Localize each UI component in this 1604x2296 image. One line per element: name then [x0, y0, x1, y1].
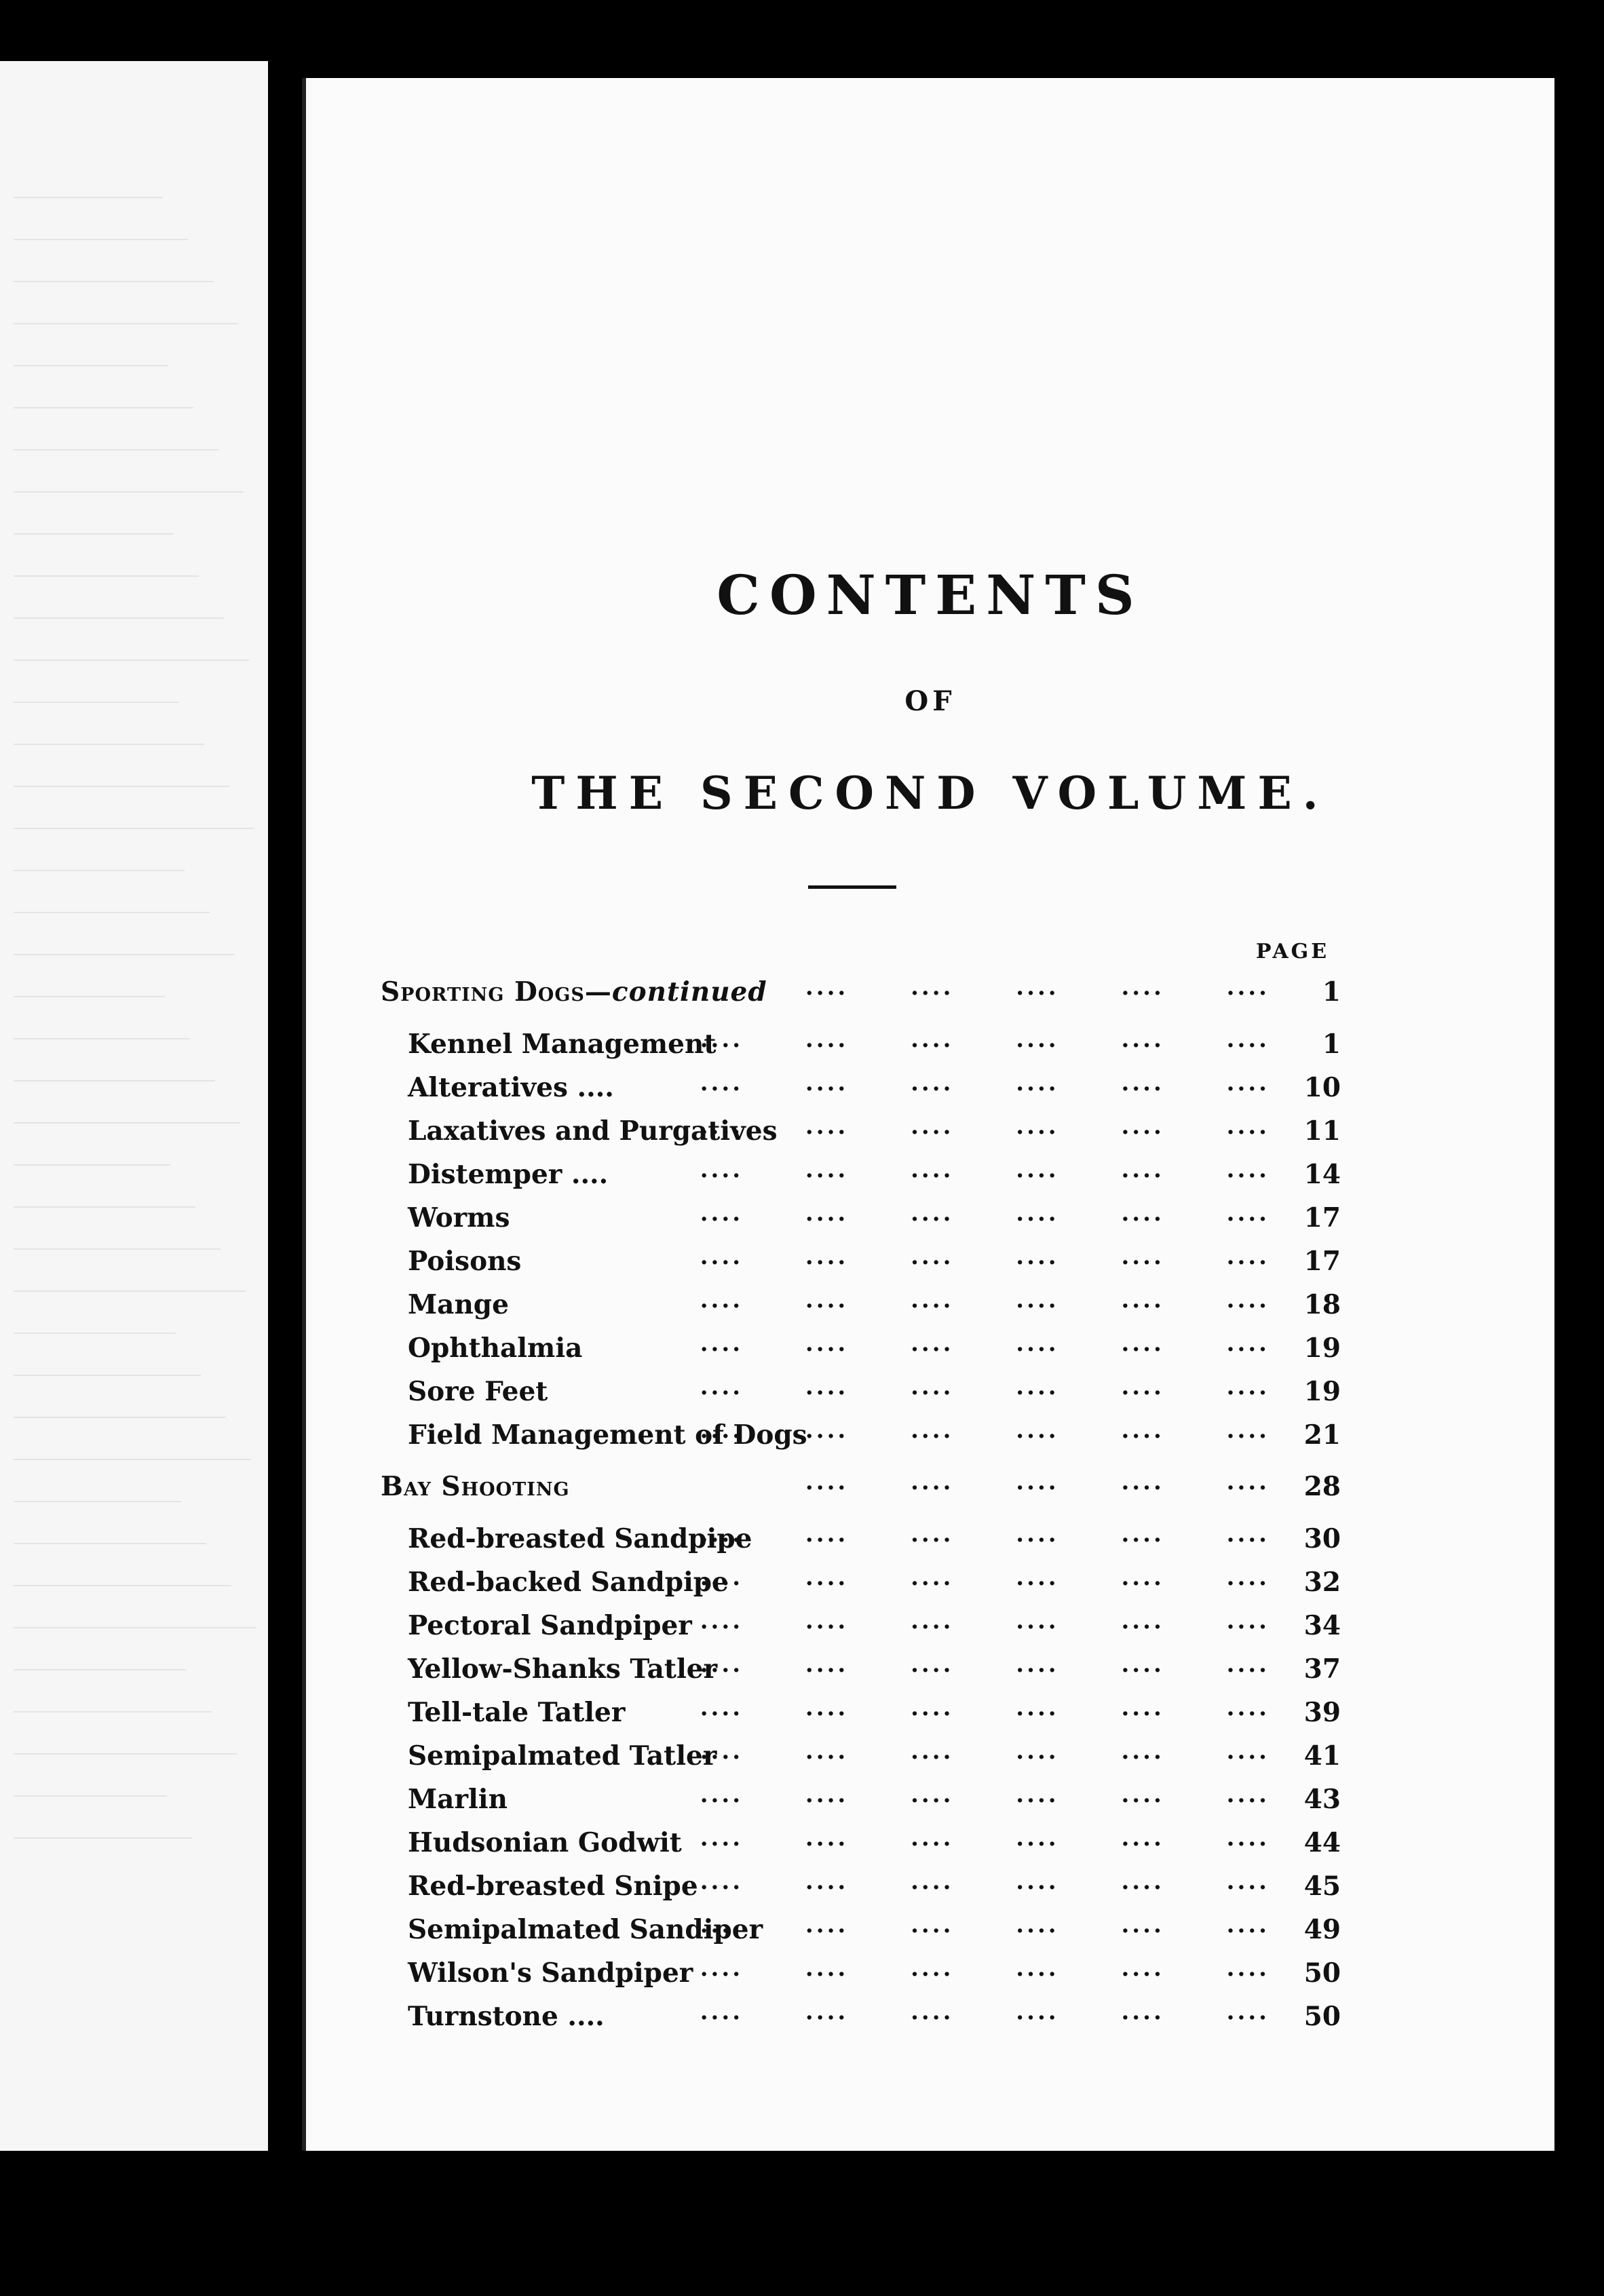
toc-entry-label: [408, 1072, 614, 1103]
toc-entry-label: [408, 1827, 682, 1858]
bleed-through-line: [14, 491, 244, 493]
dot-leader: .... .... .... .... .... ....: [700, 1286, 1269, 1314]
toc-row: [381, 1774, 1364, 1818]
bleed-through-line: [14, 996, 165, 997]
dot-leader: .... .... .... .... .... ....: [700, 1651, 1269, 1678]
toc-entry-label: [408, 1333, 582, 1364]
toc-entry-suffix: continued: [611, 976, 767, 1008]
toc-entry-label: [408, 1159, 608, 1190]
bleed-through-line: [14, 1375, 201, 1376]
toc-page-number: 37: [1303, 1653, 1341, 1685]
toc-row: [381, 1991, 1364, 2035]
dot-leader: .... .... .... .... .... ....: [700, 1694, 1269, 1721]
toc-row: [381, 1366, 1364, 1410]
bleed-through-line: [14, 1627, 256, 1628]
toc-entry-label: [408, 1289, 509, 1320]
toc-row: [381, 1514, 1364, 1557]
bleed-through-line: [14, 1795, 167, 1797]
toc-row: [381, 1461, 1364, 1514]
toc-row: [381, 1149, 1364, 1193]
dot-leader: .... .... .... .... .... ....: [700, 1868, 1269, 1895]
bleed-through-line: [14, 1837, 192, 1839]
toc-page-number: 17: [1303, 1202, 1341, 1233]
toc-entry-text: Semipalmated Tatler: [408, 1740, 717, 1772]
dot-leader: .... .... .... .... .... ....: [700, 1113, 1269, 1140]
toc-page-number: 10: [1303, 1072, 1341, 1103]
toc-page-number: 32: [1303, 1567, 1341, 1598]
volume-title: THE SECOND VOLUME.: [531, 767, 1329, 820]
toc-entry-text: Hudsonian Godwit: [408, 1827, 682, 1858]
bleed-through-line: [14, 281, 213, 282]
toc-entry-text: Marlin: [408, 1784, 508, 1815]
toc-entry-text: Bay Shooting: [381, 1471, 570, 1502]
bleed-through-line: [14, 617, 224, 619]
toc-row: [381, 1410, 1364, 1453]
toc-entry-text: Tell-tale Tatler: [408, 1697, 626, 1728]
toc-row: [381, 1601, 1364, 1644]
toc-page-number: 11: [1303, 1115, 1341, 1147]
bleed-through-line: [14, 912, 210, 913]
toc-row: [381, 1063, 1364, 1106]
toc-entry-label: [408, 1740, 717, 1772]
toc-row: [381, 1948, 1364, 1991]
bleed-through-line: [14, 365, 168, 366]
toc-page-number: 21: [1303, 1419, 1341, 1451]
bleed-through-line: [14, 1585, 231, 1586]
bleed-through-line: [14, 954, 235, 955]
toc-entry-label: [408, 1029, 716, 1060]
toc-entry-text: Field Management of Dogs: [408, 1419, 807, 1451]
bleed-through-line: [14, 533, 174, 535]
toc-row: [381, 1193, 1364, 1236]
dot-leader: .... .... .... .... .... ....: [700, 1998, 1269, 2025]
toc-page-number: 50: [1303, 1957, 1341, 1989]
toc-entry-label: [408, 1202, 510, 1233]
toc-row: [381, 1280, 1364, 1323]
bleed-through-line: [14, 407, 193, 408]
toc-page-number: 18: [1303, 1289, 1341, 1320]
bleed-through-line: [14, 1753, 237, 1755]
toc-entry-label: [408, 1784, 508, 1815]
bleed-through-line: [14, 1290, 246, 1292]
dot-leader: .... .... .... .... .... ....: [700, 1200, 1269, 1227]
toc-row: [381, 1557, 1364, 1601]
dot-leader: .... .... .... .... ....: [805, 1468, 1269, 1495]
bleed-through-line: [14, 786, 229, 787]
dot-leader: .... .... .... .... ....: [805, 974, 1269, 1001]
toc-entry-text: Red-backed Sandpipe: [408, 1567, 729, 1598]
toc-entry-label: [381, 976, 767, 1008]
toc-row: [381, 1818, 1364, 1861]
dot-leader: .... .... .... .... .... ....: [700, 1564, 1269, 1591]
toc-page-number: 1: [1322, 976, 1341, 1008]
toc-entry-text: Sporting Dogs—: [381, 976, 612, 1008]
toc-page-number: 39: [1303, 1697, 1341, 1728]
bleed-through-line: [14, 1248, 221, 1250]
toc-entry-text: Poisons: [408, 1246, 522, 1277]
toc-page-number: 14: [1303, 1159, 1341, 1190]
toc-page-number: 50: [1303, 2001, 1341, 2032]
toc-row: [381, 1106, 1364, 1149]
toc-entry-text: Semipalmated Sandiper: [408, 1914, 763, 1945]
toc-row: [381, 1731, 1364, 1774]
bleed-through-line: [14, 323, 238, 324]
bleed-through-line: [14, 575, 199, 577]
page-title: CONTENTS: [717, 563, 1144, 627]
bleed-through-line: [14, 702, 179, 703]
bleed-through-line: [14, 1333, 176, 1334]
toc-row: [381, 1905, 1364, 1948]
dot-leader: .... .... .... .... .... ....: [700, 1156, 1269, 1183]
dot-leader: .... .... .... .... .... ....: [700, 1607, 1269, 1634]
bleed-through-line: [14, 659, 249, 661]
dot-leader: .... .... .... .... .... ....: [700, 1781, 1269, 1808]
title-rule: [808, 885, 896, 889]
toc-entry-text: Alteratives ....: [408, 1072, 614, 1103]
toc-page-number: 34: [1303, 1610, 1341, 1641]
bleed-through-line: [14, 744, 204, 745]
toc-row: [381, 967, 1364, 1019]
dot-leader: .... .... .... .... .... ....: [700, 1911, 1269, 1938]
toc-page-number: 45: [1303, 1871, 1341, 1902]
toc-row: [381, 1019, 1364, 1063]
dot-leader: .... .... .... .... .... ....: [700, 1520, 1269, 1548]
toc-page-number: 43: [1303, 1784, 1341, 1815]
toc-entry-label: [408, 1567, 729, 1598]
dot-leader: .... .... .... .... .... ....: [700, 1417, 1269, 1444]
bleed-through-line: [14, 1122, 240, 1124]
toc-row: [381, 1236, 1364, 1280]
toc-row: [381, 1687, 1364, 1731]
toc-page-number: 49: [1303, 1914, 1341, 1945]
bleed-through-line: [14, 449, 218, 451]
dot-leader: .... .... .... .... .... ....: [700, 1026, 1269, 1053]
toc-entry-text: Mange: [408, 1289, 509, 1320]
dot-leader: .... .... .... .... .... ....: [700, 1330, 1269, 1357]
toc-page-number: 1: [1322, 1029, 1341, 1060]
toc-entry-label: [381, 1471, 570, 1502]
toc-row: [381, 1861, 1364, 1905]
toc-entry-label: [408, 1957, 693, 1989]
toc-entry-label: [408, 1610, 692, 1641]
contents-page: [302, 78, 1554, 2151]
toc-page-number: 44: [1303, 1827, 1341, 1858]
dot-leader: .... .... .... .... .... ....: [700, 1824, 1269, 1852]
dot-leader: .... .... .... .... .... ....: [700, 1373, 1269, 1400]
title-of: OF: [904, 685, 956, 717]
bleed-through-line: [14, 828, 254, 829]
toc-entry-text: Sore Feet: [408, 1376, 548, 1407]
bleed-through-line: [14, 1501, 181, 1502]
toc-row: [381, 1644, 1364, 1687]
toc-entry-text: Red-breasted Sandpipe: [408, 1523, 752, 1554]
bleed-through-line: [14, 1206, 195, 1208]
dot-leader: .... .... .... .... .... ....: [700, 1243, 1269, 1270]
bleed-through-line: [14, 1459, 251, 1460]
toc-page-number: 19: [1303, 1376, 1341, 1407]
toc-page-number: 19: [1303, 1333, 1341, 1364]
toc-page-number: 30: [1303, 1523, 1341, 1554]
toc-entry-text: Yellow-Shanks Tatler: [408, 1653, 718, 1685]
toc-row: [381, 1323, 1364, 1366]
bleed-through-line: [14, 870, 185, 871]
bleed-through-line: [14, 1080, 215, 1082]
toc-page-number: 17: [1303, 1246, 1341, 1277]
toc-entry-text: Ophthalmia: [408, 1333, 583, 1364]
dot-leader: .... .... .... .... .... ....: [700, 1738, 1269, 1765]
page-column-label: PAGE: [1256, 940, 1330, 963]
bleed-through-line: [14, 1669, 187, 1670]
toc-entry-label: [408, 1653, 717, 1685]
toc-entry-text: Red-breasted Snipe: [408, 1871, 698, 1902]
toc-entry-label: [408, 1246, 521, 1277]
bleed-through-line: [14, 1164, 170, 1166]
toc-entry-text: Worms: [408, 1202, 510, 1233]
toc-page-number: 41: [1303, 1740, 1341, 1772]
toc-entry-label: [408, 1376, 548, 1407]
toc-page-number: 28: [1303, 1471, 1341, 1502]
toc-entry-label: [408, 2001, 605, 2032]
toc-entry-label: [408, 1871, 698, 1902]
bleed-through-line: [14, 1417, 226, 1418]
bleed-through-line: [14, 1711, 212, 1713]
toc-entry-text: Wilson's Sandpiper: [408, 1957, 693, 1989]
toc-entry-text: Turnstone ....: [408, 2001, 605, 2032]
table-of-contents: [381, 967, 1364, 2035]
toc-entry-text: Laxatives and Purgatives: [408, 1115, 778, 1147]
toc-entry-text: Distemper ....: [408, 1159, 609, 1190]
dot-leader: .... .... .... .... .... ....: [700, 1955, 1269, 1982]
bleed-through-line: [14, 197, 163, 198]
toc-entry-text: Kennel Management: [408, 1029, 717, 1060]
toc-entry-text: Pectoral Sandpiper: [408, 1610, 692, 1641]
bleed-through-line: [14, 1543, 206, 1544]
bleed-through-line: [14, 239, 188, 240]
facing-page: [0, 61, 268, 2151]
toc-entry-label: [408, 1697, 625, 1728]
bleed-through-line: [14, 1038, 190, 1039]
dot-leader: .... .... .... .... .... ....: [700, 1069, 1269, 1096]
